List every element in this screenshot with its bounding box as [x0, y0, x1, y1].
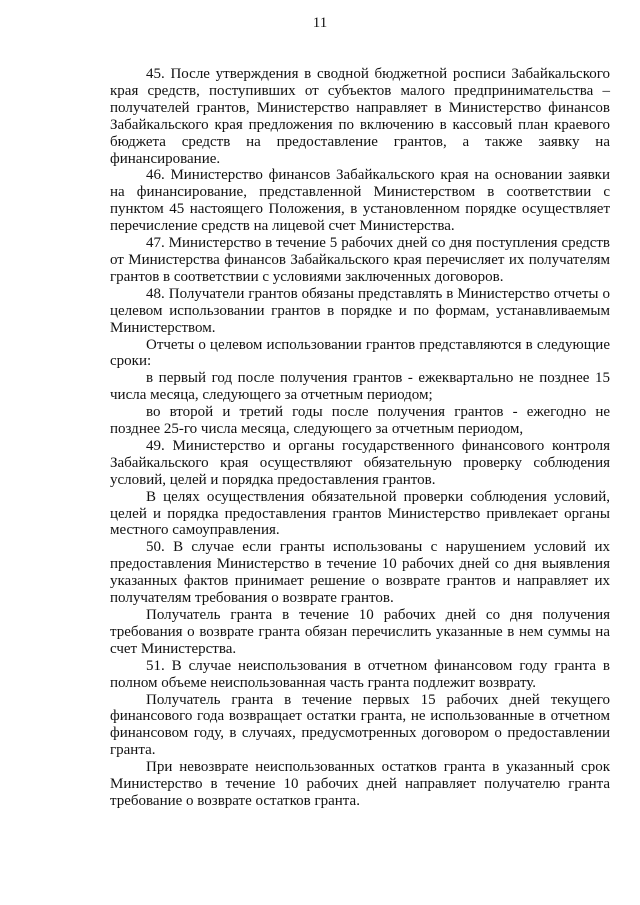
paragraph-48: 48. Получатели грантов обязаны представлять в Министерство отчеты о целевом использовании грантов в порядке и по формам, устанавливаемым Министерством.: [110, 285, 610, 336]
document-body: [110, 66, 610, 810]
paragraph-48-reports-deadlines: Отчеты о целевом использовании грантов представляются в следующие сроки:: [110, 336, 610, 370]
paragraph-50-repayment: Получатель гранта в течение 10 рабочих дней со дня получения требования о возврате гранта обязан перечислить указанные в нем суммы на счет Министерства.: [110, 607, 610, 657]
paragraph-47: 47. Министерство в течение 5 рабочих дней со дня поступления средств от Министерства финансов Забайкальского края перечисляет их получателям грантов в соответствии с условиями заключенных договоров.: [110, 235, 610, 285]
paragraph-50: 50. В случае если гранты использованы с нарушением условий их предоставления Министерство в течение 10 рабочих дней со дня выявления указанных фактов принимает решение о возврате грантов и направляет их получателям требования о возврате грантов.: [110, 539, 610, 607]
paragraph-51-return-remainder: Получатель гранта в течение первых 15 рабочих дней текущего финансового года возвращает остатки гранта, не использованные в отчетном финансовом году, в случаях, предусмотренных договором о предоставлении гранта.: [110, 691, 610, 759]
paragraph-45: 45. После утверждения в сводной бюджетной росписи Забайкальского края средств, поступивших от субъектов малого предпринимательства – получателей грантов, Министерство направляет в Министерство финансов Забайкальского края предложения по включению в кассовый план краевого бюджета средств на предоставление грантов, а также заявку на финансирование.: [110, 66, 610, 167]
paragraph-48-first-year: в первый год после получения грантов - ежеквартально не позднее 15 числа месяца, следующего за отчетным периодом;: [110, 370, 610, 404]
paragraph-51: 51. В случае неиспользования в отчетном финансовом году гранта в полном объеме неиспользованная часть гранта подлежит возврату.: [110, 657, 610, 691]
paragraph-51-non-return: При невозврате неиспользованных остатков гранта в указанный срок Министерство в течение 10 рабочих дней направляет получателю гранта требование о возврате остатков гранта.: [110, 759, 610, 809]
paragraph-48-second-third-year: во второй и третий годы после получения грантов - ежегодно не позднее 25-го числа месяца, следующего за отчетным периодом,: [110, 404, 610, 438]
paragraph-49: 49. Министерство и органы государственного финансового контроля Забайкальского края осуществляют обязательную проверку соблюдения условий, целей и порядка предоставления грантов.: [110, 437, 610, 488]
paragraph-46: 46. Министерство финансов Забайкальского края на основании заявки на финансирование, представленной Министерством в соответствии с пунктом 45 настоящего Положения, в установленном порядке осуществляет перечисление средств на лицевой счет Министерства.: [110, 167, 610, 235]
paragraph-49-local-authorities: В целях осуществления обязательной проверки соблюдения условий, целей и порядка предоставления грантов Министерство привлекает органы местного самоуправления.: [110, 488, 610, 539]
page-number: 11: [312, 15, 328, 31]
